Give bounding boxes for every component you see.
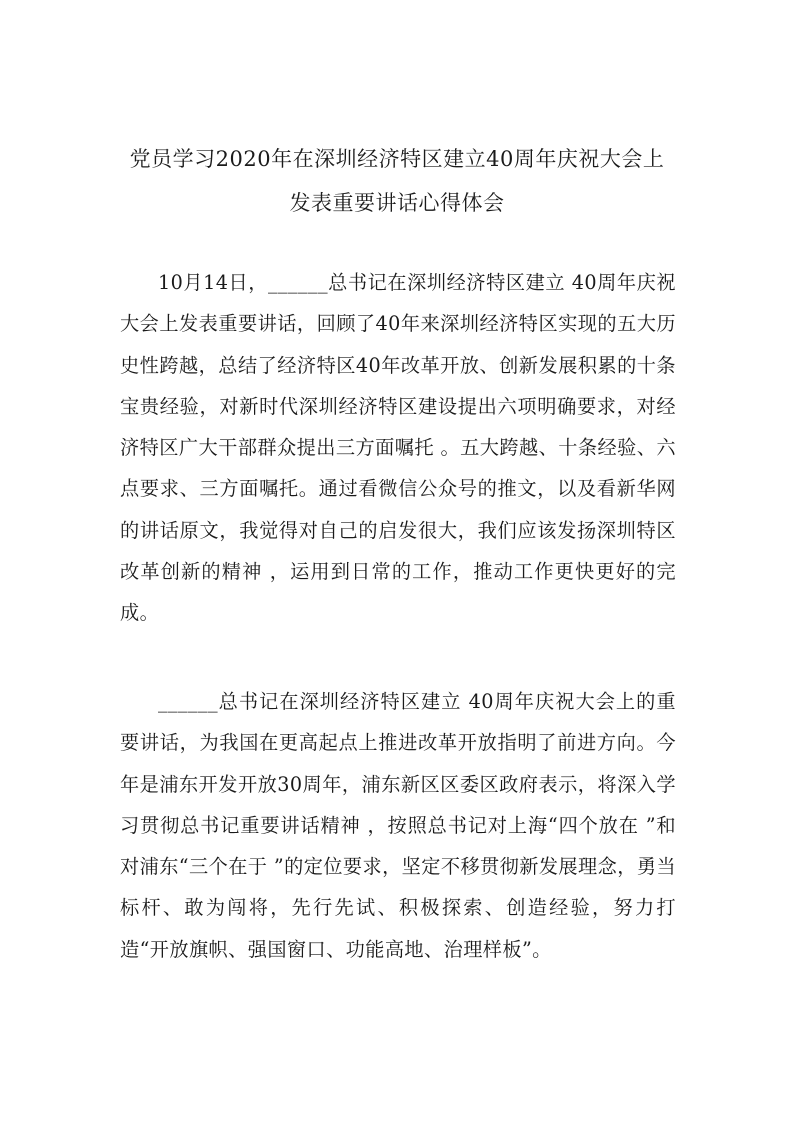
document-title-line-1: 党员学习2020年在深圳经济特区建立40周年庆祝大会上: [129, 147, 665, 171]
document-title-line-2: 发表重要讲话心得体会: [289, 191, 505, 215]
body-paragraph-2: ______总书记在深圳经济特区建立 40周年庆祝大会上的重要讲话，为我国在更高起点上推进改革开放指明了前进方向。今年是浦东开发开放30周年，浦东新区区委区政府表示，将深入学习贯彻总书记重要讲话精神 ，按照总书记对上海“四个放在 ”和对浦东“三个在于 ”的定位要求，坚定不移贯彻新发展理念，勇当标杆、敢为闯将，先行先试、积极探索、创造经验，努力打造“开放旗帜、强国窗口、功能高地、治理样板”。: [120, 690, 676, 961]
body-paragraph-1: 10月14日，______总书记在深圳经济特区建立 40周年庆祝大会上发表重要讲话，回顾了40年来深圳经济特区实现的五大历史性跨越，总结了经济特区40年改革开放、创新发展积累的十条宝贵经验，对新时代深圳经济特区建设提出六项明确要求，对经济特区广大干部群众提出三方面嘱托 。五大跨越、十条经验、六点要求、三方面嘱托。通过看微信公众号的推文，以及看新华网的讲话原文，我觉得对自己的启发很大，我们应该发扬深圳特区改革创新的精神 ，运用到日常的工作，推动工作更快更好的完成。: [120, 271, 676, 625]
